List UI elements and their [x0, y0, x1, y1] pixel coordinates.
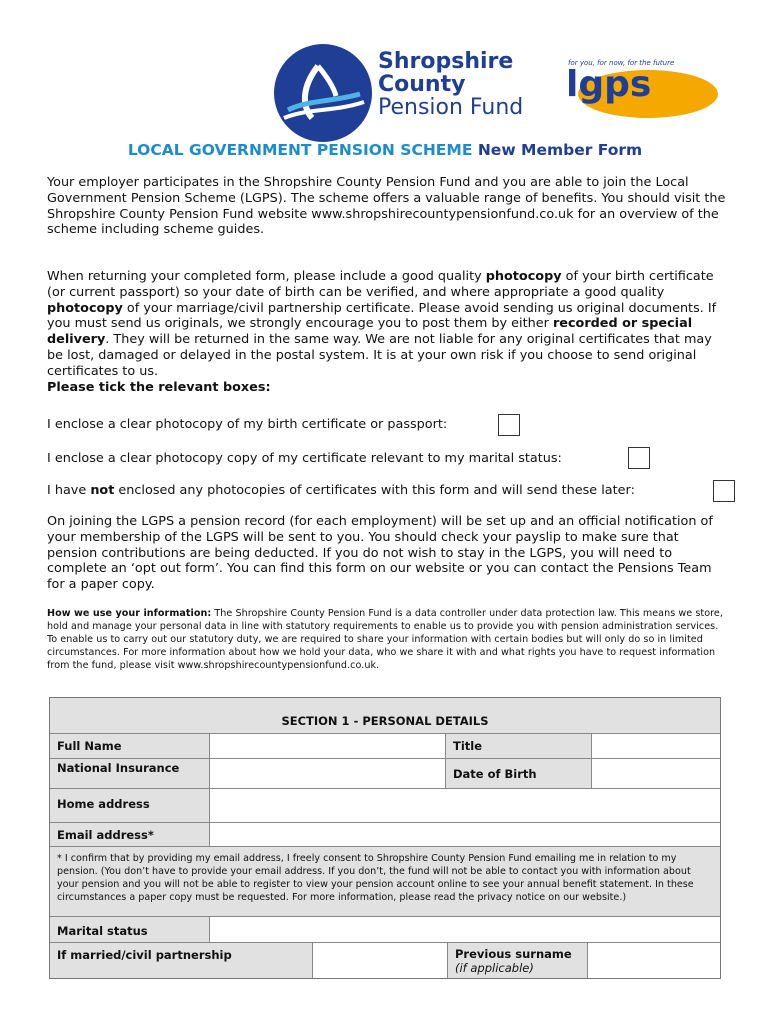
full-name-field[interactable]: [210, 734, 446, 759]
tick-label-later-bold: not: [90, 483, 115, 498]
tick-heading: Please tick the relevant boxes:: [47, 379, 271, 395]
return-bold-photocopy-1: photocopy: [485, 269, 562, 284]
label-email: Email address*: [50, 823, 210, 847]
tick-row-later: [47, 483, 635, 499]
marital-status-field[interactable]: [210, 917, 720, 943]
tick-label-later-1: I have: [47, 483, 91, 498]
fund-logo-icon: [274, 44, 372, 142]
return-instructions: [47, 269, 727, 395]
form-title: [0, 141, 770, 159]
tick-row-birth: [47, 417, 447, 433]
return-bold-photocopy-2: photocopy: [47, 300, 123, 316]
return-text-4: . They will be returned in the same way. We are not liable for any original certificates that may be lost, damaged or delayed in the postal system. It is at your own risk if you choose to send original certificates to us.: [47, 332, 712, 379]
previous-surname-hint: (if applicable): [455, 961, 534, 975]
label-if-married: If married/civil partnership: [50, 943, 313, 978]
form-title-scheme: LOCAL GOVERNMENT PENSION SCHEME: [127, 141, 473, 159]
date-of-birth-field[interactable]: [592, 759, 720, 789]
return-text-3: of your marriage/civil partnership certificate. Please avoid sending us original documents. If you must send us originals, we strongly encourage you to post them by either: [47, 300, 717, 332]
lgps-logo-text: lgps: [566, 64, 652, 105]
joining-paragraph: On joining the LGPS a pension record (for each employment) will be set up and an official notification of your membership of the LGPS will be sent to you. You should check your payslip to make sure that pension contributions are being deducted. If you do not wish to stay in the LGPS, you will need to complete an ‘opt out form’. You can find this form on our website or you can contact the Pensions Team for a paper copy.: [47, 514, 713, 593]
if-married-field[interactable]: [313, 943, 448, 978]
org-name-line2: County: [378, 72, 466, 97]
previous-surname-field[interactable]: [588, 943, 720, 978]
label-title: Title: [446, 734, 592, 759]
return-text-1: When returning your completed form, please include a good quality: [47, 269, 486, 284]
home-address-field[interactable]: [210, 789, 720, 823]
org-name-line3: Pension Fund: [378, 95, 524, 120]
privacy-heading: How we use your information:: [47, 608, 212, 619]
label-home-address: Home address: [50, 789, 210, 823]
section1-heading: SECTION 1 - PERSONAL DETAILS: [50, 698, 720, 734]
label-national-insurance: National Insurance: [50, 759, 210, 789]
email-field[interactable]: [210, 823, 720, 847]
personal-details-table: [49, 697, 721, 979]
title-field[interactable]: [592, 734, 720, 759]
national-insurance-field[interactable]: [210, 759, 446, 789]
label-date-of-birth: Date of Birth: [446, 759, 592, 789]
lgps-tagline: for you, for now, for the future: [568, 59, 675, 67]
privacy-text: The Shropshire County Pension Fund is a data controller under data protection law. This means we store, hold and manage your personal data in line with statutory requirements to enable us to provide you with pension administration services. To enable us to carry out our statutory duty, we are required to share your information with certain bodies but will only do so in limited circumstances. For more information about how we hold your data, who we share it with and what rights you have to request information from the fund, please visit www.shropshirecountypensionfund.co.uk.: [47, 608, 723, 671]
org-name-line1: Shropshire: [378, 49, 514, 74]
tick-row-marital: [47, 451, 562, 467]
birth-certificate-checkbox[interactable]: [498, 414, 520, 436]
label-marital-status: Marital status: [50, 917, 210, 943]
previous-surname-label: Previous surname: [455, 947, 572, 961]
label-previous-surname: [448, 943, 588, 978]
return-text-2: of your birth certificate (or current passport) so your date of birth can be verified, and where appropriate a good quality: [47, 269, 714, 300]
tick-label-later-2: enclosed any photocopies of certificates with this form and will send these later:: [114, 483, 635, 498]
intro-paragraph: Your employer participates in the Shropshire County Pension Fund and you are able to join the Local Government Pension Scheme (LGPS). The scheme offers a valuable range of benefits. You should visit the Shropshire County Pension Fund website www.shropshirecountypensionfund.co.uk for an overview of the scheme including scheme guides.: [47, 175, 726, 238]
return-bold-delivery: recorded or special delivery: [47, 316, 693, 348]
form-title-new-member: New Member Form: [477, 141, 643, 159]
label-full-name: Full Name: [50, 734, 210, 759]
email-consent-text: * I confirm that by providing my email address, I freely consent to Shropshire County Pension Fund emailing me in relation to my pension. (You don’t have to provide your email address. If you don’t, the fund will not be able to contact you with information about your pension and you will not be able to register to view your pension account online to see your annual benefit statement. In these circumstances a paper copy must be requested. For more information, please read the privacy notice on our website.): [50, 847, 720, 917]
org-name: [378, 50, 523, 119]
send-later-checkbox[interactable]: [713, 480, 735, 502]
tick-label-birth: I enclose a clear photocopy of my birth certificate or passport:: [47, 417, 448, 432]
privacy-notice: [47, 607, 723, 672]
marital-certificate-checkbox[interactable]: [628, 447, 650, 469]
tick-label-marital: I enclose a clear photocopy copy of my certificate relevant to my marital status:: [47, 451, 562, 466]
